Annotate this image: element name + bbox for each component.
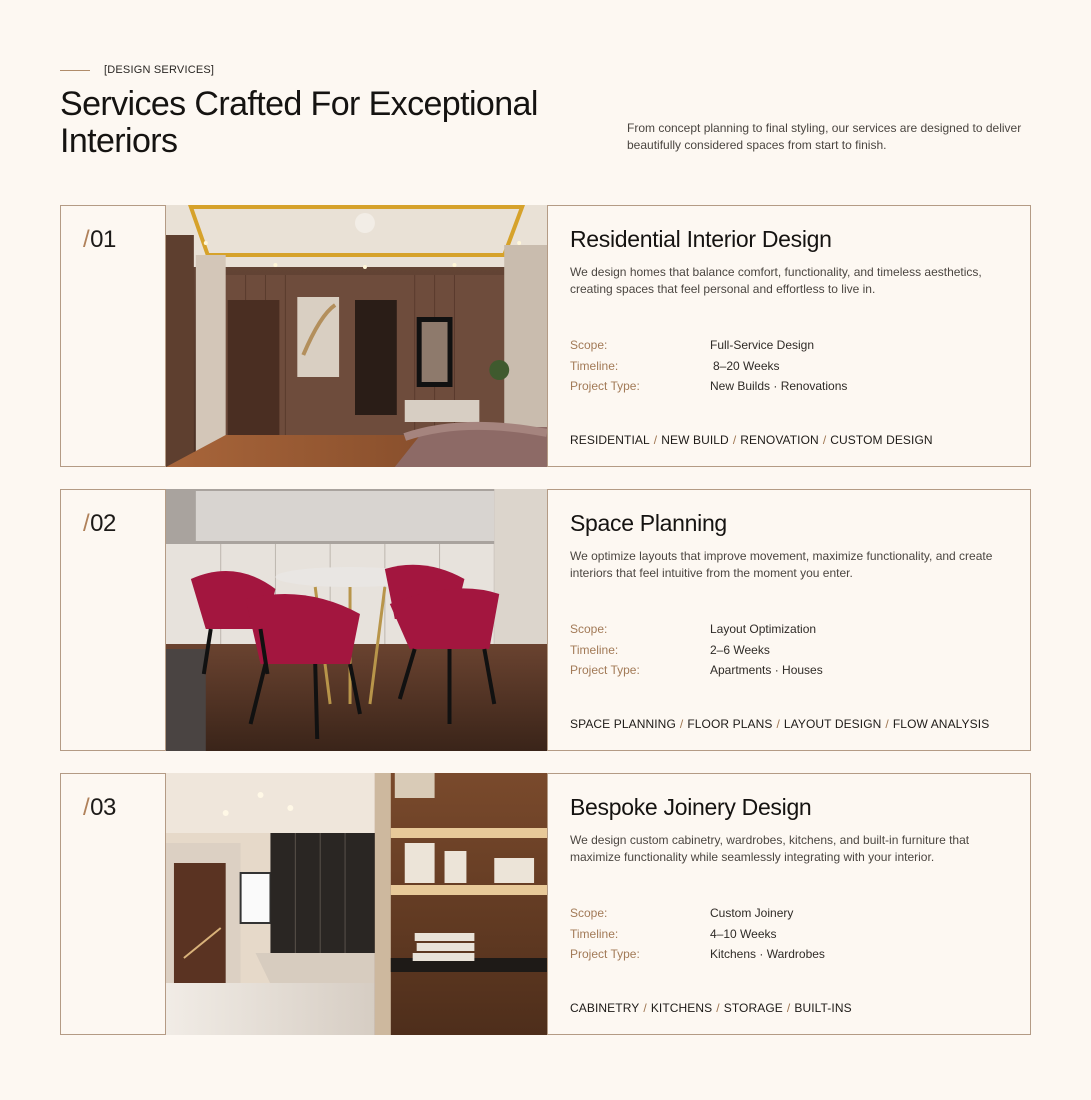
- project-type-label: Project Type:: [570, 663, 640, 677]
- tag: CUSTOM DESIGN: [830, 433, 933, 447]
- project-type-label: Project Type:: [570, 947, 640, 961]
- tag: SPACE PLANNING: [570, 717, 676, 731]
- scope-label: Scope:: [570, 338, 608, 352]
- service-number: /01: [83, 226, 116, 253]
- service-body: [570, 508, 1010, 582]
- timeline-label: Timeline:: [570, 926, 619, 941]
- service-body: [570, 792, 1010, 866]
- section-intro: From concept planning to final styling, our services are designed to deliver beautifully considered spaces from start to finish.: [627, 121, 1022, 152]
- timeline-label: Timeline:: [570, 358, 619, 373]
- service-meta: [570, 903, 825, 965]
- service-meta: [570, 619, 823, 681]
- eyebrow-rule: [60, 70, 90, 71]
- tag: LAYOUT DESIGN: [783, 717, 882, 731]
- scope-value: Custom Joinery: [710, 906, 794, 920]
- scope-label: Scope:: [570, 622, 608, 636]
- timeline-value: 2–6 Weeks: [710, 642, 770, 657]
- timeline-value: 8–20 Weeks: [713, 358, 780, 373]
- tag: FLOOR PLANS: [687, 717, 773, 731]
- scope-label: Scope:: [570, 906, 608, 920]
- service-body: [570, 224, 1010, 298]
- bedroom-interior-photo: [165, 205, 548, 467]
- service-card-space-planning[interactable]: [60, 489, 1031, 751]
- service-number: /02: [83, 510, 116, 537]
- service-card-residential[interactable]: [60, 205, 1031, 467]
- project-type-value: New Builds · Renovations: [710, 379, 848, 393]
- service-title: Bespoke Joinery Design: [570, 794, 812, 820]
- service-card-joinery[interactable]: [60, 773, 1031, 1035]
- service-description: We design custom cabinetry, wardrobes, kitchens, and built-in furniture that maximize functionality while seamlessly integrating with your interior.: [570, 833, 970, 864]
- joinery-kitchen-photo: [165, 773, 548, 1035]
- tag: KITCHENS: [650, 1001, 713, 1015]
- service-title: Residential Interior Design: [570, 226, 832, 252]
- service-number: /03: [83, 794, 116, 821]
- dining-kitchen-photo: [165, 489, 548, 751]
- service-tags: CABINETRY / KITCHENS / STORAGE / BUILT-INS: [570, 1001, 852, 1015]
- eyebrow-label: [DESIGN SERVICES]: [104, 64, 215, 76]
- tag: CABINETRY: [570, 1001, 640, 1015]
- service-description: We design homes that balance comfort, functionality, and timeless aesthetics, creating spaces that feel personal and effortless to live in.: [570, 265, 982, 296]
- service-tags: SPACE PLANNING / FLOOR PLANS / LAYOUT DESIGN / FLOW ANALYSIS: [570, 717, 990, 731]
- tag: FLOW ANALYSIS: [892, 717, 990, 731]
- project-type-value: Kitchens · Wardrobes: [710, 947, 825, 961]
- tag: STORAGE: [723, 1001, 783, 1015]
- tag: RESIDENTIAL: [570, 433, 650, 447]
- service-meta: [570, 335, 847, 397]
- section-eyebrow: [60, 64, 214, 76]
- project-type-value: Apartments · Houses: [710, 663, 823, 677]
- tag: RENOVATION: [740, 433, 819, 447]
- page-title: Services Crafted For Exceptional Interiors: [60, 85, 538, 160]
- service-tags: RESIDENTIAL / NEW BUILD / RENOVATION / CUSTOM DESIGN: [570, 433, 933, 447]
- service-description: We optimize layouts that improve movement, maximize functionality, and create interiors that feel intuitive from the moment you enter.: [570, 549, 993, 580]
- timeline-label: Timeline:: [570, 642, 619, 657]
- tag: BUILT-INS: [794, 1001, 852, 1015]
- scope-value: Full-Service Design: [710, 338, 815, 352]
- scope-value: Layout Optimization: [710, 622, 817, 636]
- service-title: Space Planning: [570, 510, 727, 536]
- tag: NEW BUILD: [661, 433, 729, 447]
- timeline-value: 4–10 Weeks: [710, 926, 777, 941]
- project-type-label: Project Type:: [570, 379, 640, 393]
